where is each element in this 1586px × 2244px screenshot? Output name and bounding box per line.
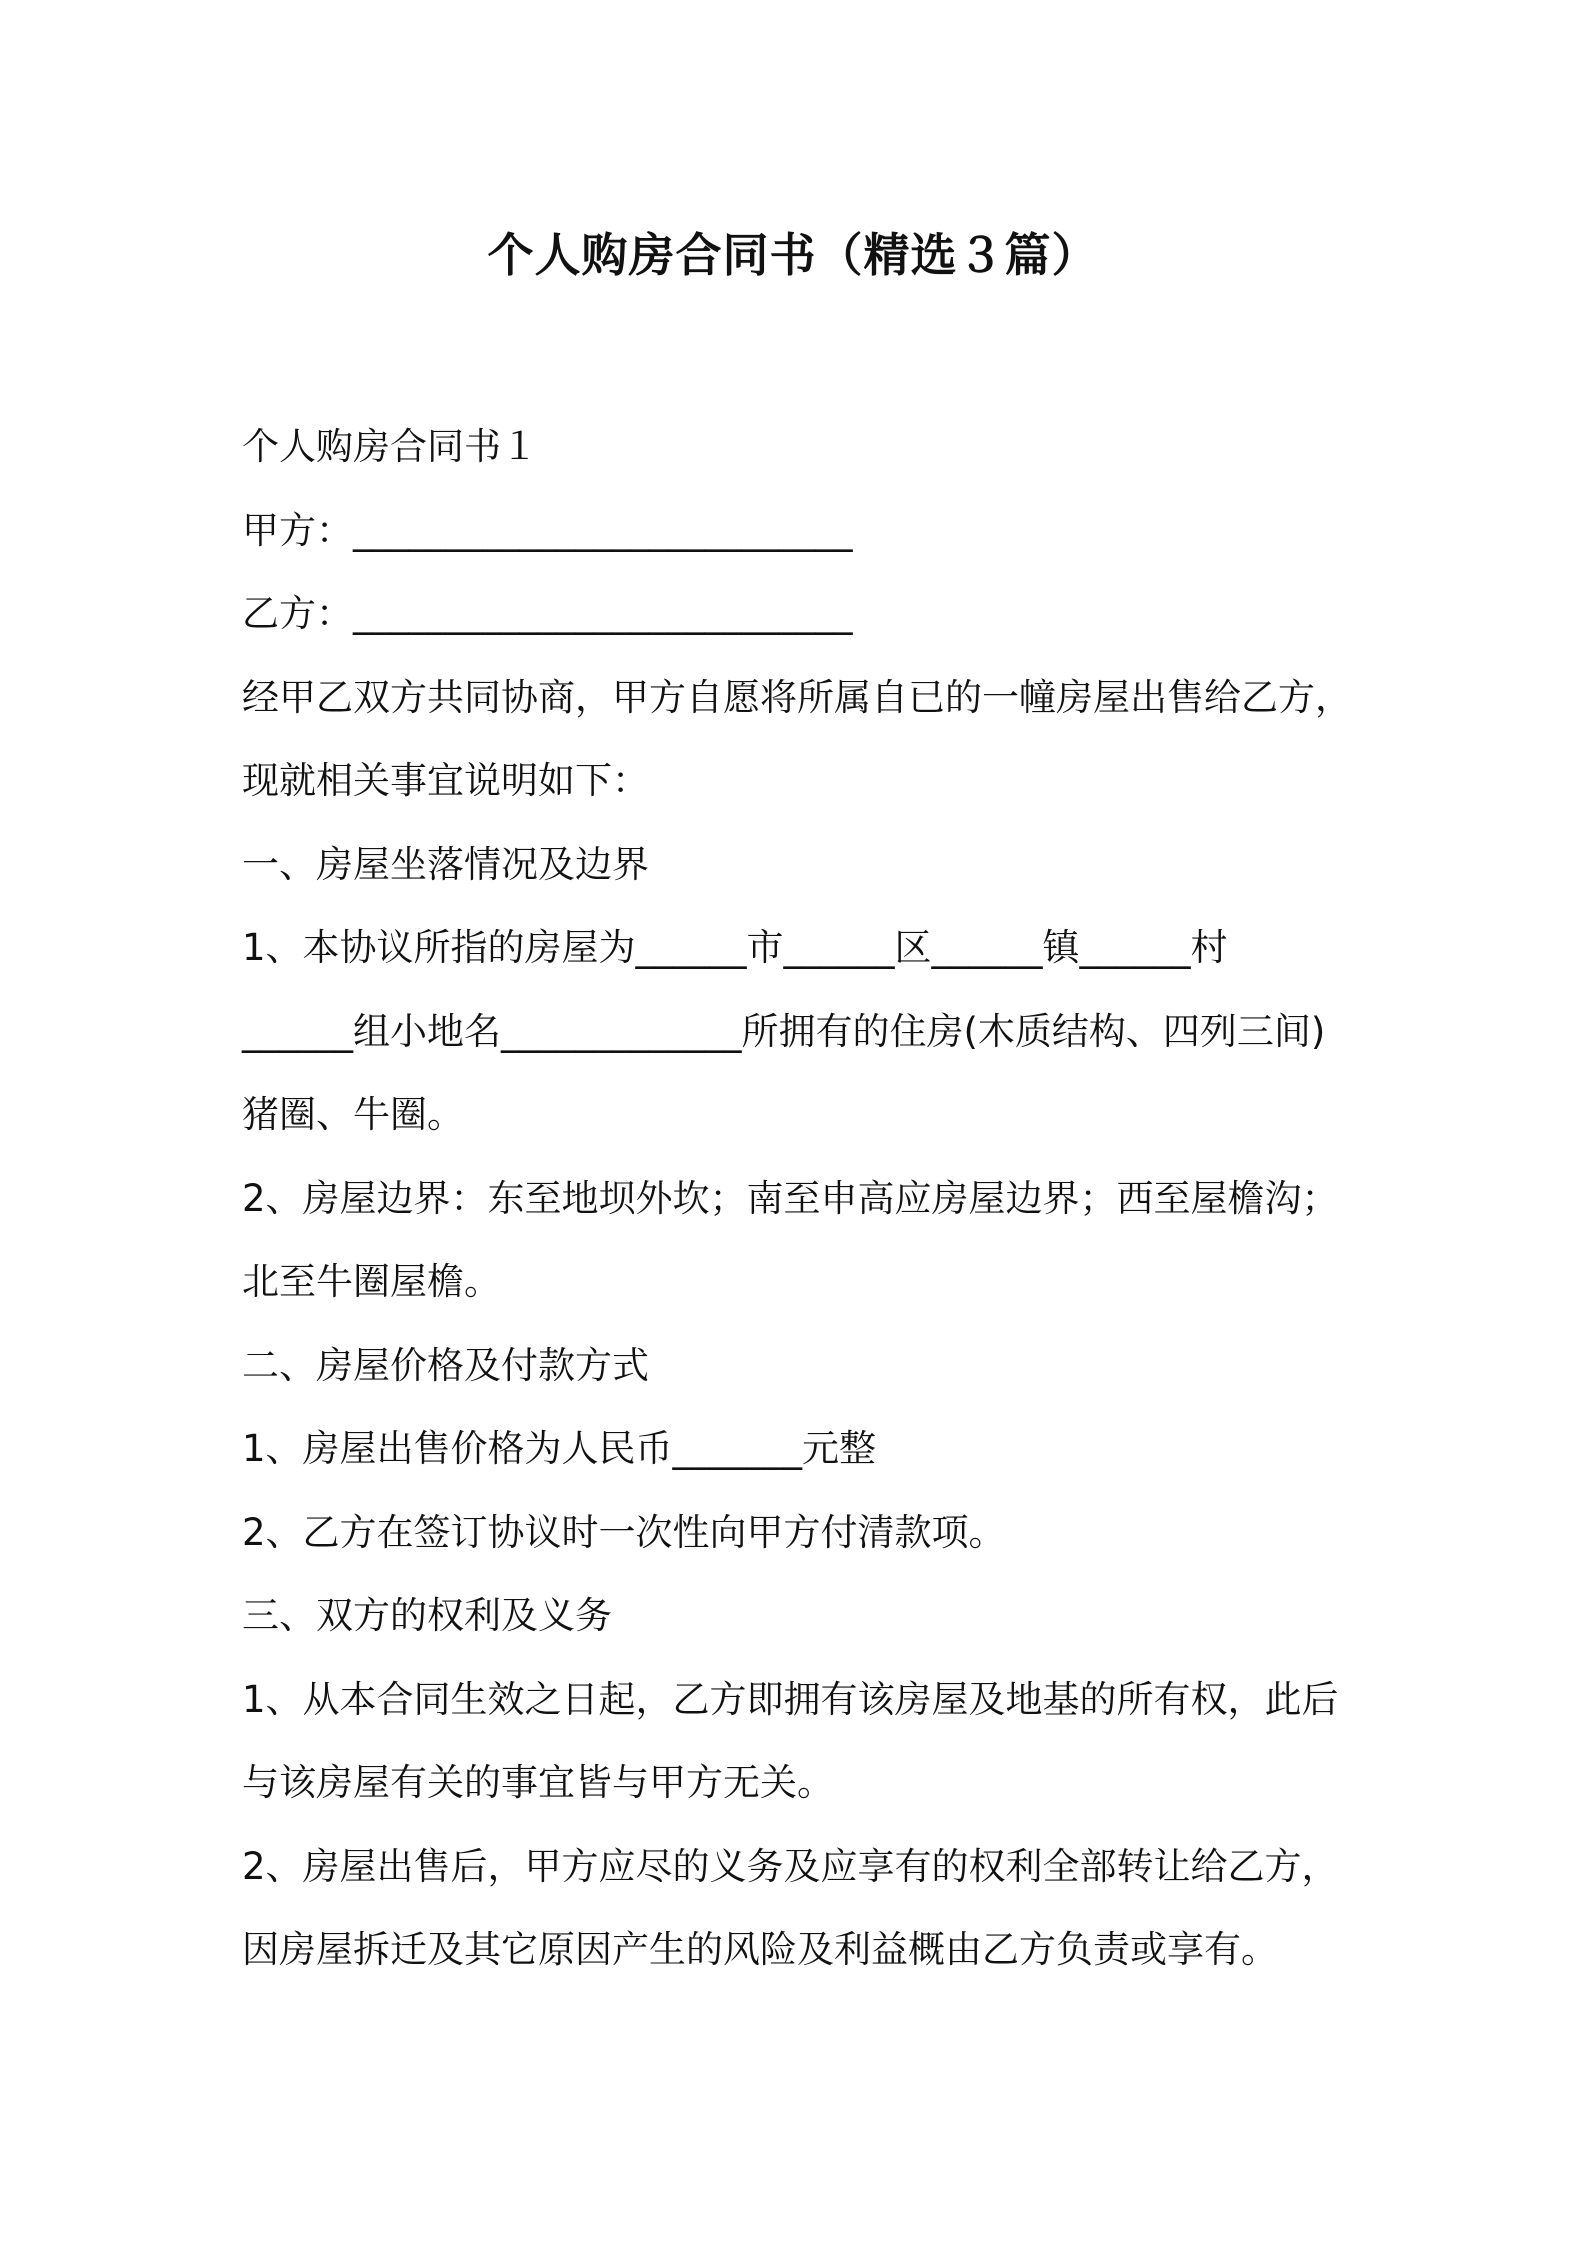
clause-2-2: 2、乙方在签订协议时一次性向甲方付清款项。 [242,1510,1006,1554]
clause-3-2-line-1: 2、房屋出售后，甲方应尽的义务及应享有的权利全部转让给乙方， [242,1844,1339,1888]
clause-1-1-line-3: 猪圈、牛圈。 [242,1093,464,1136]
section-heading-price: 二、房屋价格及付款方式 [242,1343,649,1387]
clause-1-1-line-2: ______组小地名_____________所拥有的住房(木质结构、四列三间) [242,1009,1326,1053]
clause-3-2-line-2: 因房屋拆迁及其它原因产生的风险及利益概由乙方负责或享有。 [242,1928,1278,1971]
clause-1-2-line-1: 2、房屋边界：东至地坝外坎；南至申高应房屋边界；西至屋檐沟； [242,1176,1339,1220]
clause-1-2-line-2: 北至牛圈屋檐。 [242,1260,501,1303]
intro-line-1: 经甲乙双方共同协商，甲方自愿将所属自已的一幢房屋出售给乙方， [242,675,1352,719]
section-heading-contract-1: 个人购房合同书１ [242,425,538,468]
clause-2-1: 1、房屋出售价格为人民币_______元整 [242,1427,877,1470]
party-a-line: 甲方：___________________________ [242,508,853,552]
section-heading-rights: 三、双方的权利及义务 [242,1594,612,1637]
intro-line-2: 现就相关事宜说明如下： [242,759,649,802]
clause-3-1-line-2: 与该房屋有关的事宜皆与甲方无关。 [242,1761,834,1804]
clause-3-1-line-1: 1、从本合同生效之日起，乙方即拥有该房屋及地基的所有权，此后 [242,1677,1339,1721]
party-b-line: 乙方：___________________________ [242,592,853,635]
document-title: 个人购房合同书（精选３篇） [487,228,1099,282]
section-heading-location: 一、房屋坐落情况及边界 [242,842,649,886]
document-body [242,405,1362,1992]
clause-1-1-line-1: 1、本协议所指的房屋为______市______区______镇______村 [242,926,1228,969]
